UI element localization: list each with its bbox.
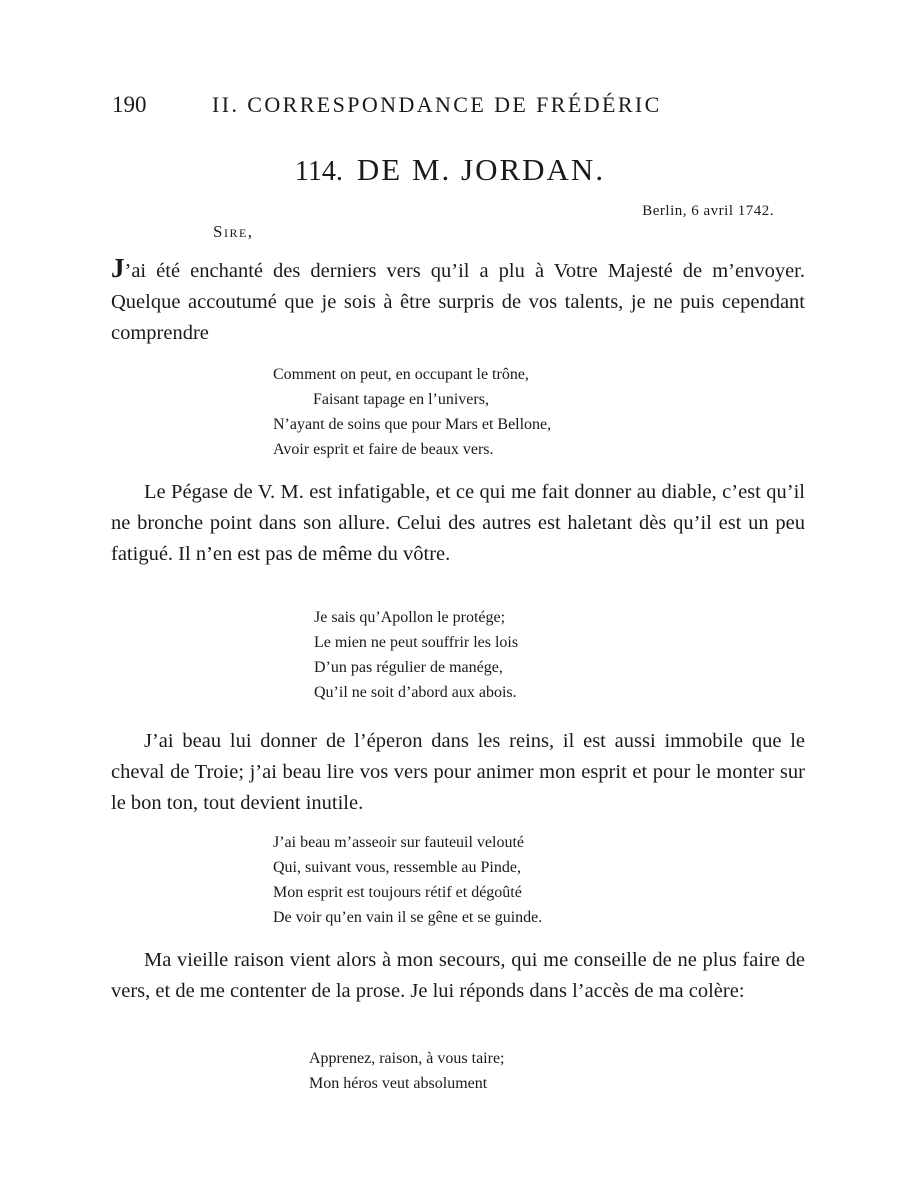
verse-stanza-4 xyxy=(309,1046,504,1096)
running-title: II. CORRESPONDANCE DE FRÉDÉRIC xyxy=(212,92,662,117)
verse-line: Qui, suivant vous, ressemble au Pinde, xyxy=(273,859,521,876)
paragraph-1-text: ’ai été enchanté des derniers vers qu’il a plu à Votre Majesté de m’envoyer. Quelque accoutumé que je sois à être surpris de vos talents, je ne puis cependant comprendre xyxy=(111,260,805,344)
drop-cap: J xyxy=(111,253,125,283)
verse-line: Mon esprit est toujours rétif et dégoûté xyxy=(273,884,522,901)
verse-line: De voir qu’en vain il se gêne et se guinde. xyxy=(273,909,543,926)
verse-line: Avoir esprit et faire de beaux vers. xyxy=(273,441,494,458)
verse-line: Le mien ne peut souffrir les lois xyxy=(314,634,519,651)
verse-stanza-2 xyxy=(314,605,518,705)
paragraph-2: Le Pégase de V. M. est infatigable, et ce qui me fait donner au diable, c’est qu’il ne bronche point dans son allure. Celui des autres est haletant dès qu’il est un peu fatigué. Il n’en est pas de même du vôtre. xyxy=(111,481,805,565)
letter-heading xyxy=(0,152,900,188)
letter-title: DE M. JORDAN. xyxy=(356,152,606,187)
salutation: Sire, xyxy=(213,222,254,241)
letter-number: 114. xyxy=(294,156,343,187)
running-header xyxy=(112,92,732,126)
paragraph-3: J’ai beau lui donner de l’éperon dans les reins, il est aussi immobile que le cheval de Troie; j’ai beau lire vos vers pour animer mon esprit et pour le monter sur le bon ton, tout devient inutile. xyxy=(111,730,805,814)
verse-line: N’ayant de soins que pour Mars et Bellone, xyxy=(273,416,552,433)
verse-line: D’un pas régulier de manége, xyxy=(314,659,503,676)
dateline: Berlin, 6 avril 1742. xyxy=(642,203,774,219)
verse-line: Comment on peut, en occupant le trône, xyxy=(273,366,529,383)
verse-line: J’ai beau m’asseoir sur fauteuil velouté xyxy=(273,834,525,851)
page-number: 190 xyxy=(112,92,147,117)
verse-stanza-3 xyxy=(273,830,542,930)
paragraph-4: Ma vieille raison vient alors à mon secours, qui me conseille de ne plus faire de vers, et de me contenter de la prose. Je lui réponds dans l’accès de ma colère: xyxy=(111,949,805,1002)
verse-line: Qu’il ne soit d’abord aux abois. xyxy=(314,684,517,701)
paragraph-1 xyxy=(111,253,805,349)
verse-line: Mon héros veut absolument xyxy=(309,1075,488,1092)
verse-line: Apprenez, raison, à vous taire; xyxy=(309,1050,505,1067)
verse-stanza-1 xyxy=(273,362,551,462)
verse-line: Faisant tapage en l’univers, xyxy=(313,391,489,408)
verse-line: Je sais qu’Apollon le protége; xyxy=(314,609,506,626)
